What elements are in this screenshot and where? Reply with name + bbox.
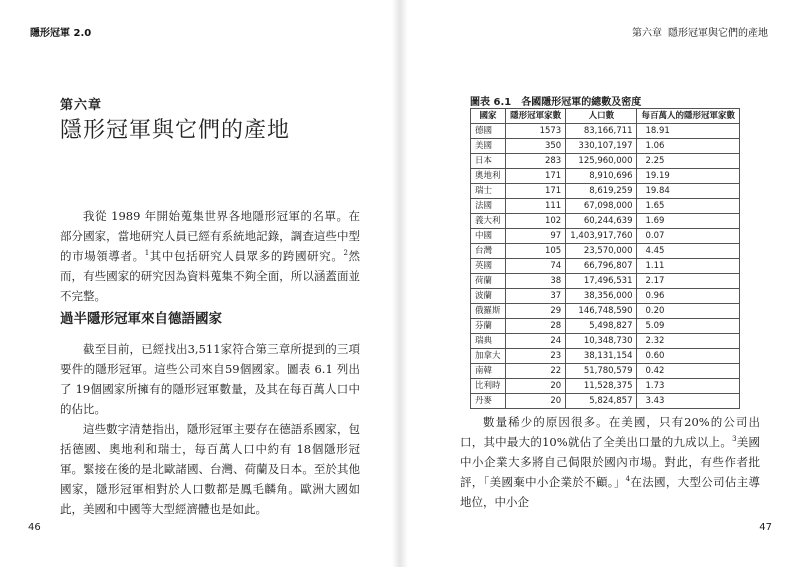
column-header-count: 隱形冠軍家數: [505, 109, 565, 124]
cell-density: 2.32: [637, 334, 740, 349]
table-row: [471, 289, 740, 304]
table-row: [471, 319, 740, 334]
table-row: [471, 334, 740, 349]
column-header-density: 每百萬人的隱形冠軍家數: [637, 109, 740, 124]
cell-country: 美國: [471, 139, 506, 154]
footnote-ref-1: 1: [144, 249, 150, 258]
table-header-row: [471, 109, 740, 124]
table-row: [471, 184, 740, 199]
book-title-running-head: 隱形冠軍 2.0: [30, 28, 92, 39]
cell-population: 38,356,000: [566, 289, 637, 304]
cell-density: 0.96: [637, 289, 740, 304]
table-caption: [470, 93, 641, 108]
cell-density: 18.91: [637, 124, 740, 139]
cell-count: 283: [505, 154, 565, 169]
footnote-ref-4: 4: [625, 475, 631, 484]
table-row: [471, 304, 740, 319]
table-row: [471, 394, 740, 409]
intro-text-1: 我從 1989 年開始蒐集世界各地隱形冠軍的名單。在部分國家，當地研究人員已經有系統地記錄，調查這些中型的市場領導者。: [60, 209, 360, 263]
cell-population: 67,098,000: [566, 199, 637, 214]
section-heading: 過半隱形冠軍來自德語國家: [60, 311, 222, 327]
cell-density: 2.17: [637, 274, 740, 289]
cell-count: 24: [505, 334, 565, 349]
table-row: [471, 214, 740, 229]
cell-country: 奧地利: [471, 169, 506, 184]
cell-density: 0.07: [637, 229, 740, 244]
table-row: [471, 154, 740, 169]
cell-population: 125,960,000: [566, 154, 637, 169]
page-number-left: 46: [28, 522, 41, 533]
cell-density: 5.09: [637, 319, 740, 334]
cell-country: 南韓: [471, 364, 506, 379]
cell-count: 102: [505, 214, 565, 229]
cell-density: 2.25: [637, 154, 740, 169]
right-text-2: 美國中小企業大多將自己侷限於國內市場。對此，有些作者批評，「美國棄中小企業於不顧。」: [460, 435, 761, 489]
cell-density: 1.73: [637, 379, 740, 394]
cell-country: 日本: [471, 154, 506, 169]
cell-density: 1.06: [637, 139, 740, 154]
cell-country: 法國: [471, 199, 506, 214]
cell-country: 俄羅斯: [471, 304, 506, 319]
table-row: [471, 124, 740, 139]
cell-count: 171: [505, 184, 565, 199]
cell-population: 38,131,154: [566, 349, 637, 364]
cell-count: 111: [505, 199, 565, 214]
cell-density: 19.84: [637, 184, 740, 199]
table-row: [471, 349, 740, 364]
chapter-label: 第六章: [60, 98, 103, 113]
cell-density: 1.65: [637, 199, 740, 214]
cell-density: 0.60: [637, 349, 740, 364]
cell-country: 波蘭: [471, 289, 506, 304]
running-head-chapter: 第六章: [632, 28, 662, 39]
right-text-1: 數量稀少的原因很多。在美國，只有20%的公司出口，其中最大的10%就佔了全美出口量的九成以上。: [460, 415, 760, 449]
cell-population: 51,780,579: [566, 364, 637, 379]
table-row: [471, 259, 740, 274]
cell-count: 20: [505, 394, 565, 409]
table-row: [471, 229, 740, 244]
cell-population: 83,166,711: [566, 124, 637, 139]
table-caption-number: 圖表 6.1: [470, 97, 512, 108]
cell-population: 23,570,000: [566, 244, 637, 259]
hidden-champions-table: [470, 108, 740, 409]
cell-density: 1.11: [637, 259, 740, 274]
right-paragraph-block: [460, 412, 760, 512]
intro-text-2: 其中包括研究人員眾多的跨國研究。: [149, 249, 344, 263]
body-paragraph-block: [60, 339, 360, 519]
cell-population: 60,244,639: [566, 214, 637, 229]
footnote-ref-2: 2: [343, 249, 348, 258]
cell-country: 瑞士: [471, 184, 506, 199]
cell-country: 加拿大: [471, 349, 506, 364]
chapter-title: 隱形冠軍與它們的產地: [60, 118, 291, 143]
table-row: [471, 139, 740, 154]
cell-count: 37: [505, 289, 565, 304]
cell-density: 1.69: [637, 214, 740, 229]
intro-text-3: 然而，有些國家的研究因為資料蒐集不夠全面，所以涵蓋面並不完整。: [60, 249, 361, 303]
footnote-ref-3: 3: [732, 435, 737, 444]
cell-population: 1,403,917,760: [566, 229, 637, 244]
column-header-country: 國家: [471, 109, 506, 124]
cell-country: 丹麥: [471, 394, 506, 409]
table-body: [471, 124, 740, 409]
right-text-3: 在法國，大型公司佔主導地位，中小企: [460, 475, 761, 509]
chapter-running-head: [632, 24, 768, 39]
cell-count: 105: [505, 244, 565, 259]
table-row: [471, 169, 740, 184]
table-row: [471, 199, 740, 214]
intro-paragraph-block: [60, 206, 360, 306]
cell-population: 330,107,197: [566, 139, 637, 154]
cell-population: 8,910,696: [566, 169, 637, 184]
cell-density: 4.45: [637, 244, 740, 259]
cell-population: 66,796,807: [566, 259, 637, 274]
cell-count: 1573: [505, 124, 565, 139]
cell-density: 19.19: [637, 169, 740, 184]
cell-population: 11,528,375: [566, 379, 637, 394]
cell-population: 5,824,857: [566, 394, 637, 409]
table-row: [471, 244, 740, 259]
cell-country: 英國: [471, 259, 506, 274]
body-paragraph-2: 截至目前，已經找出3,511家符合第三章所提到的三項要件的隱形冠軍。這些公司來自59個國家。圖表 6.1 列出了 19個國家所擁有的隱形冠軍數量，及其在每百萬人口中的佔比。: [60, 342, 360, 416]
running-head-title: 隱形冠軍與它們的產地: [668, 28, 768, 39]
body-paragraph-3: 這些數字清楚指出，隱形冠軍主要存在德語系國家，包括德國、奧地利和瑞士，每百萬人口中約有 18個隱形冠軍。緊接在後的是北歐諸國、台灣、荷蘭及日本。至於其他國家，隱形冠軍相對於人口數都是鳳毛麟角。歐洲大國如此，美國和中國等大型經濟體也是如此。: [60, 422, 360, 516]
cell-country: 台灣: [471, 244, 506, 259]
table-row: [471, 274, 740, 289]
cell-country: 德國: [471, 124, 506, 139]
right-page: [400, 0, 800, 567]
table-row: [471, 379, 740, 394]
table-caption-title: 各國隱形冠軍的總數及密度: [521, 97, 642, 108]
cell-population: 10,348,730: [566, 334, 637, 349]
cell-population: 17,496,531: [566, 274, 637, 289]
cell-count: 74: [505, 259, 565, 274]
cell-count: 28: [505, 319, 565, 334]
cell-count: 23: [505, 349, 565, 364]
cell-country: 芬蘭: [471, 319, 506, 334]
cell-population: 146,748,590: [566, 304, 637, 319]
cell-count: 29: [505, 304, 565, 319]
cell-country: 義大利: [471, 214, 506, 229]
cell-count: 171: [505, 169, 565, 184]
cell-country: 荷蘭: [471, 274, 506, 289]
cell-count: 350: [505, 139, 565, 154]
cell-country: 比利時: [471, 379, 506, 394]
cell-count: 97: [505, 229, 565, 244]
column-header-population: 人口數: [566, 109, 637, 124]
cell-count: 20: [505, 379, 565, 394]
cell-count: 38: [505, 274, 565, 289]
intro-paragraph: [60, 206, 360, 306]
cell-population: 8,619,259: [566, 184, 637, 199]
cell-density: 0.42: [637, 364, 740, 379]
cell-density: 3.43: [637, 394, 740, 409]
table-row: [471, 364, 740, 379]
cell-density: 0.20: [637, 304, 740, 319]
cell-population: 5,498,827: [566, 319, 637, 334]
cell-country: 瑞典: [471, 334, 506, 349]
right-paragraph: [460, 412, 760, 512]
cell-count: 22: [505, 364, 565, 379]
cell-country: 中國: [471, 229, 506, 244]
page-number-right: 47: [759, 522, 772, 533]
